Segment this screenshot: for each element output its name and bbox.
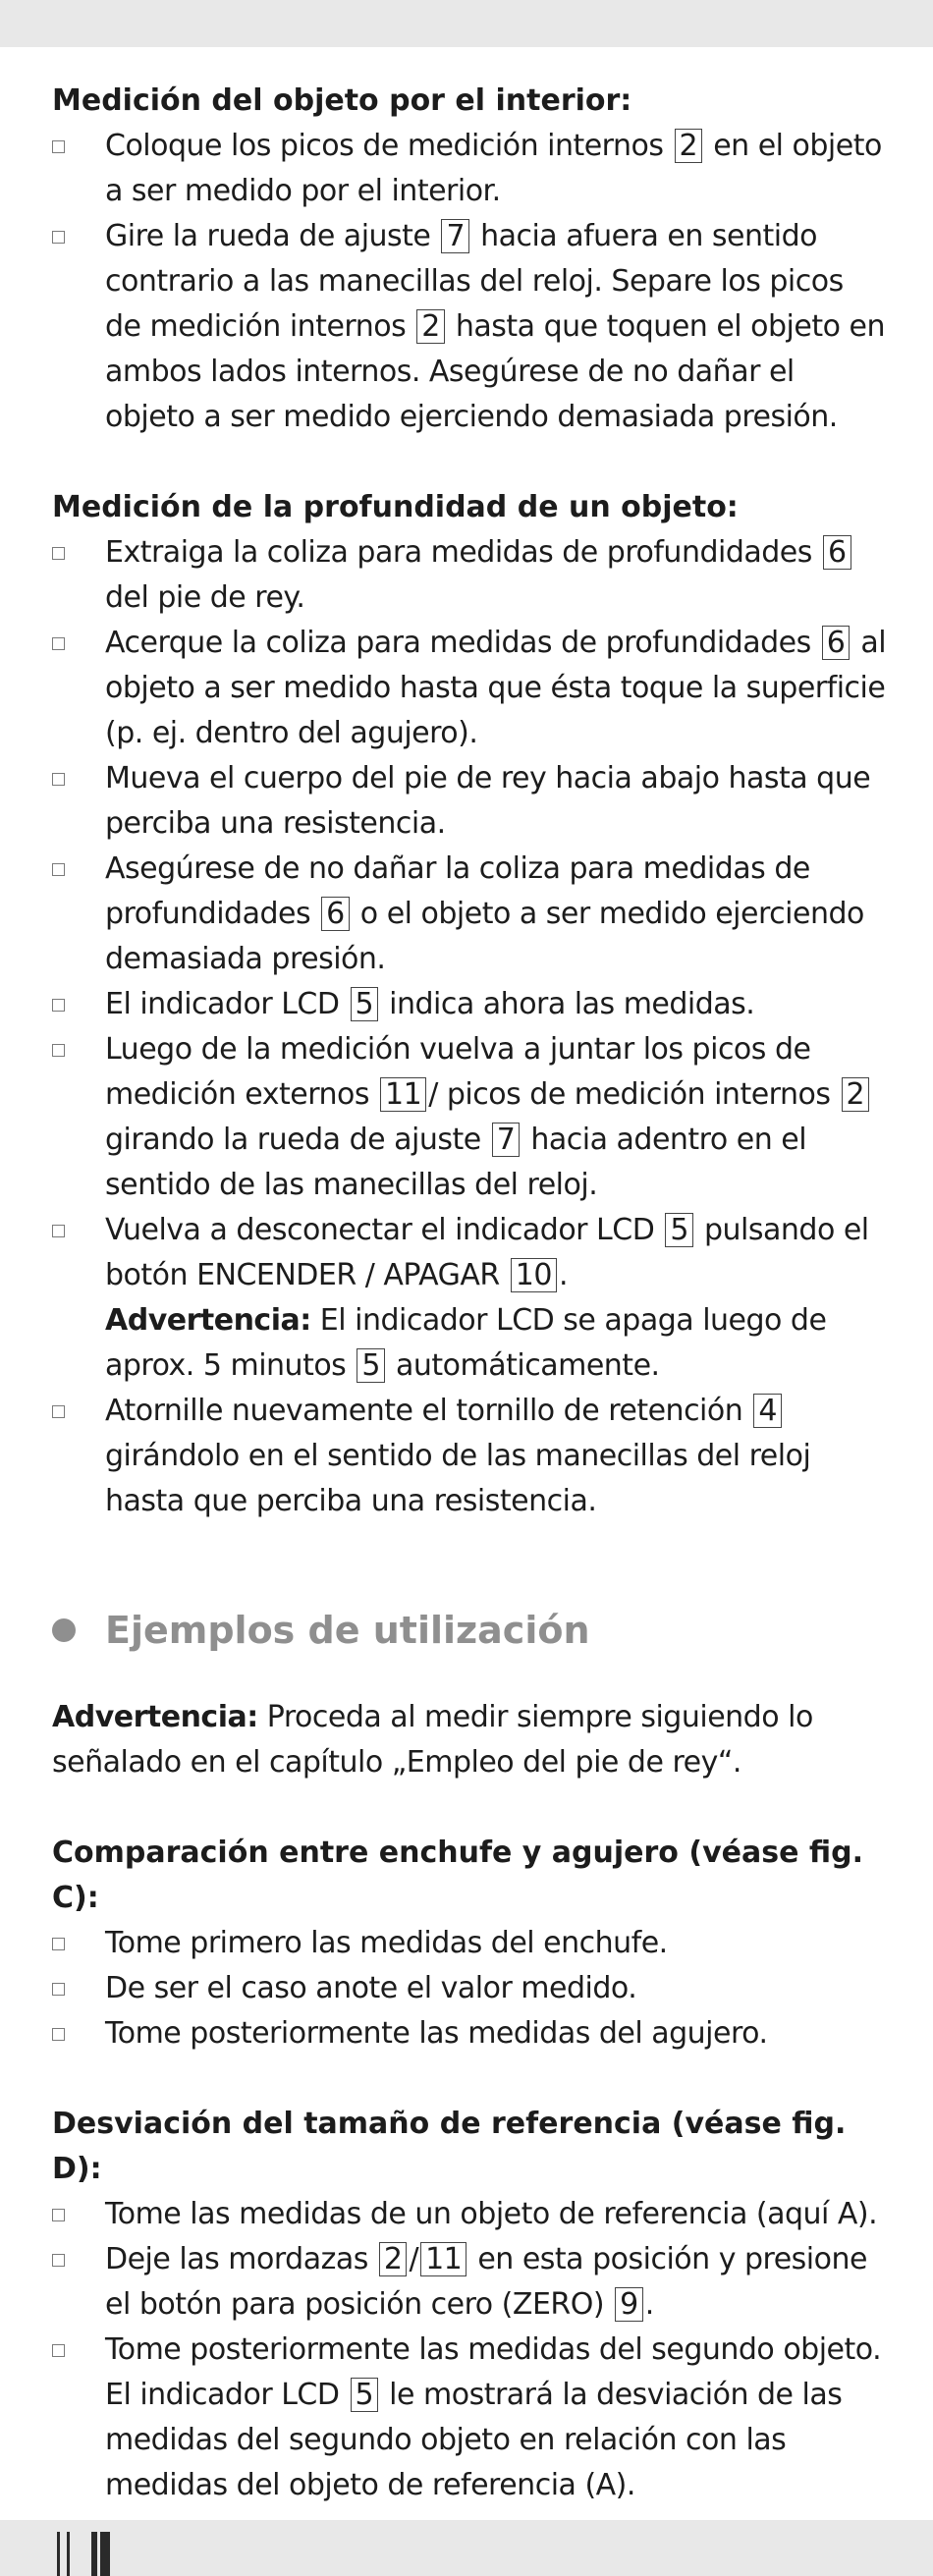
list-item bbox=[52, 2192, 887, 2237]
checkbox-bullet-icon bbox=[52, 547, 65, 560]
part-number-box: 2 bbox=[842, 1077, 870, 1112]
list-item bbox=[52, 621, 887, 756]
item-text: indica ahora las medidas. bbox=[389, 987, 755, 1021]
item-text: girándolo en el sentido de las manecillas del reloj hasta que perciba una resistencia. bbox=[105, 1439, 811, 1518]
checkbox-bullet-icon bbox=[52, 773, 65, 786]
item-text: Coloque los picos de medición internos bbox=[105, 129, 664, 163]
bullet-dot-icon bbox=[52, 1618, 76, 1642]
list-item bbox=[52, 214, 887, 440]
heading-interior-measurement: Medición del objeto por el interior: bbox=[52, 83, 632, 118]
checkbox-bullet-icon bbox=[52, 140, 65, 153]
part-number-box: 5 bbox=[351, 987, 379, 1021]
item-text: en esta posición y presione el botón para posición cero (ZERO) bbox=[105, 2242, 867, 2322]
heading-plug-hole-comparison: Comparación entre enchufe y agujero (véase fig. C): bbox=[52, 1836, 863, 1915]
item-text: pulsando el botón ENCENDER / APAGAR bbox=[105, 1213, 869, 1292]
page-content bbox=[52, 79, 887, 2508]
item-text: hasta que toquen el objeto en ambos lados internos. Asegúrese de no dañar el objeto a ser medido ejerciendo demasiada presión. bbox=[105, 309, 885, 434]
checkbox-bullet-icon bbox=[52, 1983, 65, 1996]
separator-text: / bbox=[409, 2242, 419, 2276]
warning-label: Advertencia: bbox=[52, 1700, 258, 1734]
list-item bbox=[52, 1966, 887, 2011]
item-text: Asegúrese de no dañar la coliza para medidas de profundidades bbox=[105, 851, 810, 931]
item-text: al objeto a ser medido hasta que ésta toque la superficie (p. ej. dentro del agujero). bbox=[105, 626, 887, 750]
interior-steps-list bbox=[52, 124, 887, 440]
list-item bbox=[52, 1027, 887, 1208]
heading-depth-measurement: Medición de la profundidad de un objeto: bbox=[52, 490, 739, 524]
warning-text: Proceda al medir siempre siguiendo lo señalado en el capítulo „Empleo del pie de rey“. bbox=[52, 1700, 813, 1780]
list-item bbox=[52, 530, 887, 621]
depth-steps-list bbox=[52, 530, 887, 1524]
part-number-box: 5 bbox=[665, 1213, 693, 1247]
top-margin-bar bbox=[0, 0, 933, 47]
print-mark-bar bbox=[100, 2532, 110, 2576]
checkbox-bullet-icon bbox=[52, 999, 65, 1012]
item-text: . bbox=[558, 1258, 568, 1292]
list-item bbox=[52, 1389, 887, 1524]
item-text: Tome primero las medidas del enchufe. bbox=[105, 1926, 668, 1960]
list-item bbox=[52, 847, 887, 982]
warning-text: El indicador LCD se apaga luego de aprox. 5 minutos bbox=[105, 1303, 827, 1383]
item-text: en el objeto a ser medido por el interior. bbox=[105, 129, 882, 208]
warning-paragraph bbox=[52, 1695, 887, 1785]
checkbox-bullet-icon bbox=[52, 1225, 65, 1237]
reference-steps-list bbox=[52, 2192, 887, 2508]
checkbox-bullet-icon bbox=[52, 2209, 65, 2221]
print-mark-bar bbox=[67, 2532, 70, 2576]
checkbox-bullet-icon bbox=[52, 637, 65, 650]
checkbox-bullet-icon bbox=[52, 1044, 65, 1057]
part-number-box: 2 bbox=[416, 309, 445, 344]
item-text: le mostrará la desviación de las medidas del segundo objeto en relación con las medidas del objeto de referencia (A). bbox=[105, 2378, 843, 2502]
bottom-margin-bar bbox=[0, 2520, 933, 2576]
checkbox-bullet-icon bbox=[52, 1405, 65, 1418]
heading-reference-deviation: Desviación del tamaño de referencia (véase fig. D): bbox=[52, 2107, 847, 2186]
part-number-box: 4 bbox=[753, 1394, 782, 1428]
item-text: Tome posteriormente las medidas del agujero. bbox=[105, 2016, 768, 2051]
part-number-box: 7 bbox=[492, 1123, 521, 1157]
warning-text: automáticamente. bbox=[396, 1348, 660, 1383]
list-item bbox=[52, 1208, 887, 1389]
list-item bbox=[52, 2011, 887, 2056]
part-number-box: 6 bbox=[321, 897, 350, 931]
list-item bbox=[52, 756, 887, 847]
part-number-box: 7 bbox=[441, 219, 469, 253]
list-item bbox=[52, 124, 887, 214]
item-text: Tome posteriormente las medidas del segundo objeto. El indicador LCD bbox=[105, 2332, 882, 2412]
item-text: o el objeto a ser medido ejerciendo demasiada presión. bbox=[105, 897, 864, 976]
part-number-box: 10 bbox=[511, 1258, 557, 1292]
checkbox-bullet-icon bbox=[52, 2028, 65, 2041]
section-title-text: Ejemplos de utilización bbox=[105, 1609, 590, 1652]
checkbox-bullet-icon bbox=[52, 231, 65, 244]
item-text: hacia afuera en sentido contrario a las manecillas del reloj. Separe los picos de medición internos bbox=[105, 219, 844, 344]
item-text: hacia adentro en el sentido de las manecillas del reloj. bbox=[105, 1123, 807, 1202]
list-item bbox=[52, 2328, 887, 2508]
item-text: Luego de la medición vuelva a juntar los picos de medición externos bbox=[105, 1032, 811, 1112]
comparison-steps-list bbox=[52, 1921, 887, 2056]
part-number-box: 6 bbox=[822, 626, 851, 660]
checkbox-bullet-icon bbox=[52, 2254, 65, 2267]
item-text: Gire la rueda de ajuste bbox=[105, 219, 431, 253]
part-number-box: 2 bbox=[379, 2242, 408, 2276]
part-number-box: 5 bbox=[351, 2378, 379, 2412]
part-number-box: 11 bbox=[420, 2242, 466, 2276]
item-text: del pie de rey. bbox=[105, 580, 305, 615]
item-text: Extraiga la coliza para medidas de profundidades bbox=[105, 535, 812, 570]
item-text: girando la rueda de ajuste bbox=[105, 1123, 481, 1157]
item-text: De ser el caso anote el valor medido. bbox=[105, 1971, 637, 2005]
item-text: Deje las mordazas bbox=[105, 2242, 368, 2276]
part-number-box: 11 bbox=[380, 1077, 426, 1112]
checkbox-bullet-icon bbox=[52, 2344, 65, 2357]
part-number-box: 9 bbox=[615, 2287, 643, 2322]
warning-label: Advertencia: bbox=[105, 1303, 311, 1338]
print-mark-bar bbox=[91, 2532, 97, 2576]
item-text: Mueva el cuerpo del pie de rey hacia abajo hasta que perciba una resistencia. bbox=[105, 761, 871, 841]
item-text: Tome las medidas de un objeto de referencia (aquí A). bbox=[105, 2197, 878, 2231]
item-text: Acerque la coliza para medidas de profundidades bbox=[105, 626, 811, 660]
list-item bbox=[52, 1921, 887, 1966]
part-number-box: 6 bbox=[823, 535, 851, 570]
list-item bbox=[52, 982, 887, 1027]
item-text: Vuelva a desconectar el indicador LCD bbox=[105, 1213, 655, 1247]
item-text: Atornille nuevamente el tornillo de retención bbox=[105, 1394, 743, 1428]
section-title bbox=[52, 1605, 887, 1656]
checkbox-bullet-icon bbox=[52, 1938, 65, 1950]
list-item bbox=[52, 2237, 887, 2328]
part-number-box: 5 bbox=[357, 1348, 385, 1383]
checkbox-bullet-icon bbox=[52, 863, 65, 876]
item-text: . bbox=[644, 2287, 654, 2322]
item-text: El indicador LCD bbox=[105, 987, 340, 1021]
item-text: / picos de medición internos bbox=[428, 1077, 831, 1112]
print-mark-bar bbox=[57, 2532, 60, 2576]
part-number-box: 2 bbox=[675, 129, 703, 163]
